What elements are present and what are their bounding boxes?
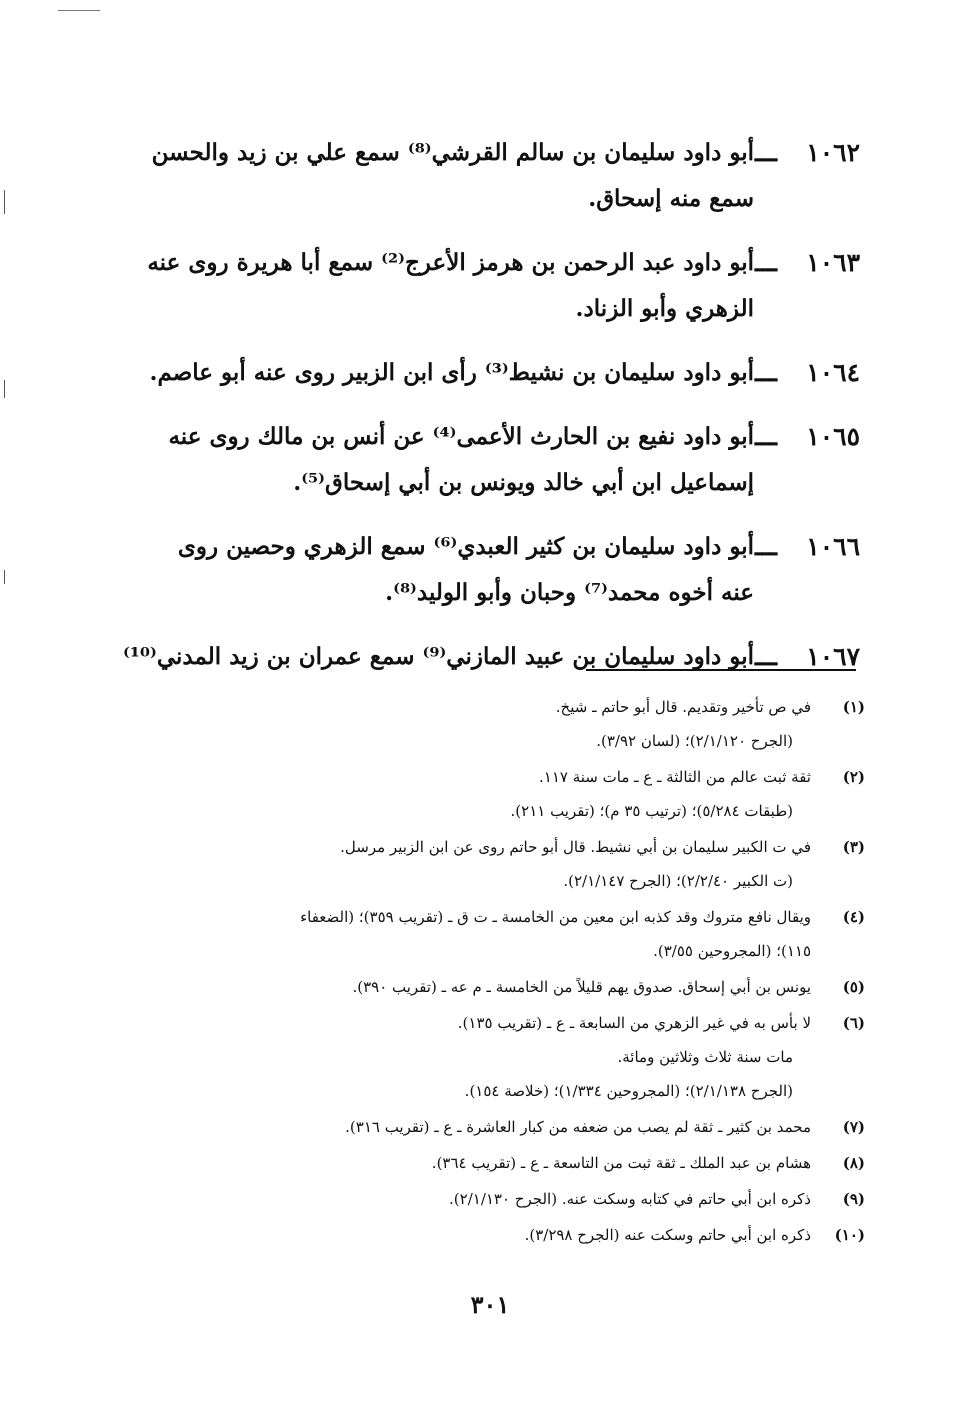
margin-mark xyxy=(4,570,5,584)
footnote-line: (الجرح ٢/١/١٣٨)؛ (المجروحين ١/٣٣٤)؛ (خلاصة ١٥٤). xyxy=(464,1082,793,1100)
entry-dash: ـــ xyxy=(755,422,777,451)
entry-text xyxy=(149,350,754,396)
footnote-number: (٤) xyxy=(842,908,865,926)
entry-text xyxy=(147,240,754,332)
footnote-text xyxy=(150,900,811,968)
entry-line: أبو داود عبد الرحمن بن هرمز الأعرج⁽²⁾ سمع أبا هريرة روى عنه xyxy=(147,249,754,276)
footnote xyxy=(150,690,865,758)
footnote xyxy=(150,1146,865,1180)
entry xyxy=(150,350,860,396)
entry-line: أبو داود سليمان بن كثير العبدي⁽⁶⁾ سمع الزهري وحصين روى xyxy=(177,533,754,560)
entry-text xyxy=(150,130,754,222)
footnote-text xyxy=(150,1218,811,1252)
footnote-number: (٦) xyxy=(842,1014,865,1032)
entry-number: ١٠٦٢ xyxy=(806,138,860,167)
footnote-separator xyxy=(586,669,856,671)
footnote-text xyxy=(150,830,811,898)
entry-line: أبو داود سليمان بن سالم القرشي⁽⁸⁾ سمع علي بن زيد والحسن xyxy=(151,139,754,166)
footnotes xyxy=(150,690,865,1254)
footnote-line: ويقال نافع متروك وقد كذبه ابن معين من الخامسة ـ ت ق ـ (تقريب ٣٥٩)؛ (الضعفاء xyxy=(300,908,811,926)
margin-mark xyxy=(4,380,5,398)
footnote-text xyxy=(150,1006,811,1108)
entry-text xyxy=(150,524,754,616)
footnote-text xyxy=(150,760,811,828)
entry-dash: ـــ xyxy=(755,248,777,277)
entry-number: ١٠٦٤ xyxy=(806,358,860,387)
entry xyxy=(150,414,860,506)
footnote xyxy=(150,1182,865,1216)
footnote-line: (الجرح ٢/١/١٢٠)؛ (لسان ٣/٩٢). xyxy=(596,732,793,750)
footnote-line: محمد بن كثير ـ ثقة لم يصب من ضعفه من كبار العاشرة ـ ع ـ (تقريب ٣١٦). xyxy=(345,1118,811,1136)
footnote-line: في ت الكبير سليمان بن أبي نشيط. قال أبو حاتم روى عن ابن الزبير مرسل. xyxy=(340,838,811,856)
footnote-line: ذكره ابن أبي حاتم في كتابه وسكت عنه. (الجرح ٢/١/١٣٠). xyxy=(449,1190,811,1208)
footnote xyxy=(150,1218,865,1252)
footnote-line: ثقة ثبت عالم من الثالثة ـ ع ـ مات سنة ١١٧. xyxy=(539,768,811,786)
footnote-number: (١) xyxy=(842,698,865,716)
footnote xyxy=(150,830,865,898)
entry-line: أبو داود نفيع بن الحارث الأعمى⁽⁴⁾ عن أنس بن مالك روى عنه xyxy=(168,423,754,450)
footnote-text xyxy=(150,970,811,1004)
entry-dash: ـــ xyxy=(755,532,777,561)
margin-mark xyxy=(4,190,5,214)
entry-line: أبو داود سليمان بن عبيد المازني⁽⁹⁾ سمع عمران بن زيد المدني⁽¹⁰⁾ xyxy=(122,643,754,670)
entry-dash: ـــ xyxy=(755,138,777,167)
corner-rule xyxy=(58,10,100,11)
footnote-number: (٨) xyxy=(842,1154,865,1172)
footnote-text xyxy=(150,1146,811,1180)
footnote xyxy=(150,1110,865,1144)
footnote-text xyxy=(150,1110,811,1144)
entry-line: عنه أخوه محمد⁽⁷⁾ وحبان وأبو الوليد⁽⁸⁾. xyxy=(385,579,754,606)
footnote-number: (٥) xyxy=(842,978,865,996)
footnote-line: مات سنة ثلاث وثلاثين ومائة. xyxy=(617,1048,793,1066)
entry xyxy=(150,524,860,616)
footnote-number: (٧) xyxy=(842,1118,865,1136)
entry-line: إسماعيل ابن أبي خالد ويونس بن أبي إسحاق⁽⁵⁾. xyxy=(293,469,754,496)
entry-line: الزهري وأبو الزناد. xyxy=(575,295,754,322)
footnote-line: ١١٥)؛ (المجروحين ٣/٥٥). xyxy=(653,942,811,960)
footnote xyxy=(150,1006,865,1108)
footnote-line: (ت الكبير ٢/٢/٤٠)؛ (الجرح ٢/١/١٤٧). xyxy=(563,872,793,890)
footnote-number: (٩) xyxy=(842,1190,865,1208)
footnote-number: (١٠) xyxy=(834,1226,865,1244)
footnote-line: يونس بن أبي إسحاق. صدوق يهم قليلاً من الخامسة ـ م عه ـ (تقريب ٣٩٠). xyxy=(352,978,811,996)
page-number: ٣٠١ xyxy=(470,1290,510,1319)
footnote-line: (طبقات ٥/٢٨٤)؛ (ترتيب ٣٥ م)؛ (تقريب ٢١١). xyxy=(510,802,793,820)
entry-line: سمع منه إسحاق. xyxy=(588,185,754,212)
footnote-line: في ص تأخير وتقديم. قال أبو حاتم ـ شيخ. xyxy=(555,698,811,716)
entries-list xyxy=(122,130,860,698)
footnote-line: لا بأس به في غير الزهري من السابعة ـ ع ـ (تقريب ١٣٥). xyxy=(457,1014,811,1032)
footnote-text xyxy=(150,690,811,758)
footnote-text xyxy=(150,1182,811,1216)
entry-text xyxy=(123,634,754,680)
entry-number: ١٠٦٥ xyxy=(806,422,860,451)
footnote-number: (٣) xyxy=(842,838,865,856)
footnote-line: هشام بن عبد الملك ـ ثقة ثبت من التاسعة ـ ع ـ (تقريب ٣٦٤). xyxy=(431,1154,811,1172)
footnote-line: ذكره ابن أبي حاتم وسكت عنه (الجرح ٣/٢٩٨). xyxy=(524,1226,811,1244)
entry-dash: ـــ xyxy=(755,642,777,671)
entry-line: أبو داود سليمان بن نشيط⁽³⁾ رأى ابن الزبير روى عنه أبو عاصم. xyxy=(149,359,754,386)
footnote xyxy=(150,970,865,1004)
footnote-number: (٢) xyxy=(842,768,865,786)
entry-text xyxy=(150,414,754,506)
entry-number: ١٠٦٦ xyxy=(806,532,860,561)
entry xyxy=(150,130,860,222)
entry xyxy=(122,634,860,680)
entry-dash: ـــ xyxy=(755,358,777,387)
footnote xyxy=(150,760,865,828)
entry-number: ١٠٦٣ xyxy=(806,248,860,277)
footnote xyxy=(150,900,865,968)
entry xyxy=(147,240,860,332)
entry-number: ١٠٦٧ xyxy=(806,642,860,671)
